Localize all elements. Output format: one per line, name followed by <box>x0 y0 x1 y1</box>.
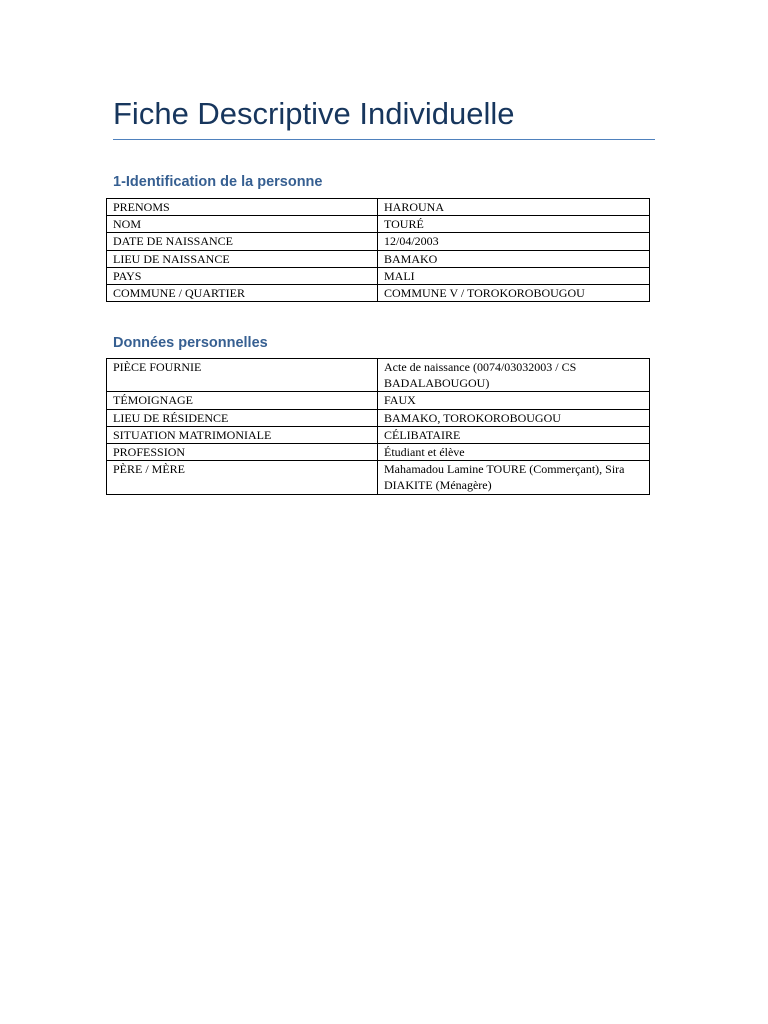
field-value: Étudiant et élève <box>378 444 650 461</box>
personal-data-table <box>106 358 650 495</box>
field-label: PROFESSION <box>107 444 378 461</box>
field-value: COMMUNE V / TOROKOROBOUGOU <box>378 285 650 302</box>
title-underline <box>113 139 655 140</box>
table-row <box>107 359 650 392</box>
field-value: FAUX <box>378 392 650 409</box>
field-label: NOM <box>107 216 378 233</box>
field-value: Acte de naissance (0074/03032003 / CS BADALABOUGOU) <box>378 359 650 392</box>
field-label: LIEU DE RÉSIDENCE <box>107 409 378 426</box>
field-label: PAYS <box>107 267 378 284</box>
table-row <box>107 461 650 494</box>
field-value: HAROUNA <box>378 199 650 216</box>
field-value: MALI <box>378 267 650 284</box>
table-row <box>107 285 650 302</box>
table-row <box>107 250 650 267</box>
field-label: LIEU DE NAISSANCE <box>107 250 378 267</box>
table-row <box>107 199 650 216</box>
field-label: SITUATION MATRIMONIALE <box>107 426 378 443</box>
table-row <box>107 267 650 284</box>
document-title: Fiche Descriptive Individuelle <box>113 96 515 131</box>
section-heading-personal-data: Données personnelles <box>113 335 268 351</box>
field-label: PÈRE / MÈRE <box>107 461 378 494</box>
section-heading-identification: 1-Identification de la personne <box>113 174 323 190</box>
field-value: BAMAKO, TOROKOROBOUGOU <box>378 409 650 426</box>
field-label: PRENOMS <box>107 199 378 216</box>
table-row <box>107 409 650 426</box>
table-row <box>107 233 650 250</box>
field-label: TÉMOIGNAGE <box>107 392 378 409</box>
table-row <box>107 216 650 233</box>
field-value: TOURÉ <box>378 216 650 233</box>
table-row <box>107 444 650 461</box>
field-label: DATE DE NAISSANCE <box>107 233 378 250</box>
identification-table <box>106 198 650 302</box>
field-label: COMMUNE / QUARTIER <box>107 285 378 302</box>
field-value: CÉLIBATAIRE <box>378 426 650 443</box>
table-row <box>107 392 650 409</box>
field-label: PIÈCE FOURNIE <box>107 359 378 392</box>
field-value: Mahamadou Lamine TOURE (Commerçant), Sira DIAKITE (Ménagère) <box>378 461 650 494</box>
field-value: BAMAKO <box>378 250 650 267</box>
field-value: 12/04/2003 <box>378 233 650 250</box>
table-row <box>107 426 650 443</box>
